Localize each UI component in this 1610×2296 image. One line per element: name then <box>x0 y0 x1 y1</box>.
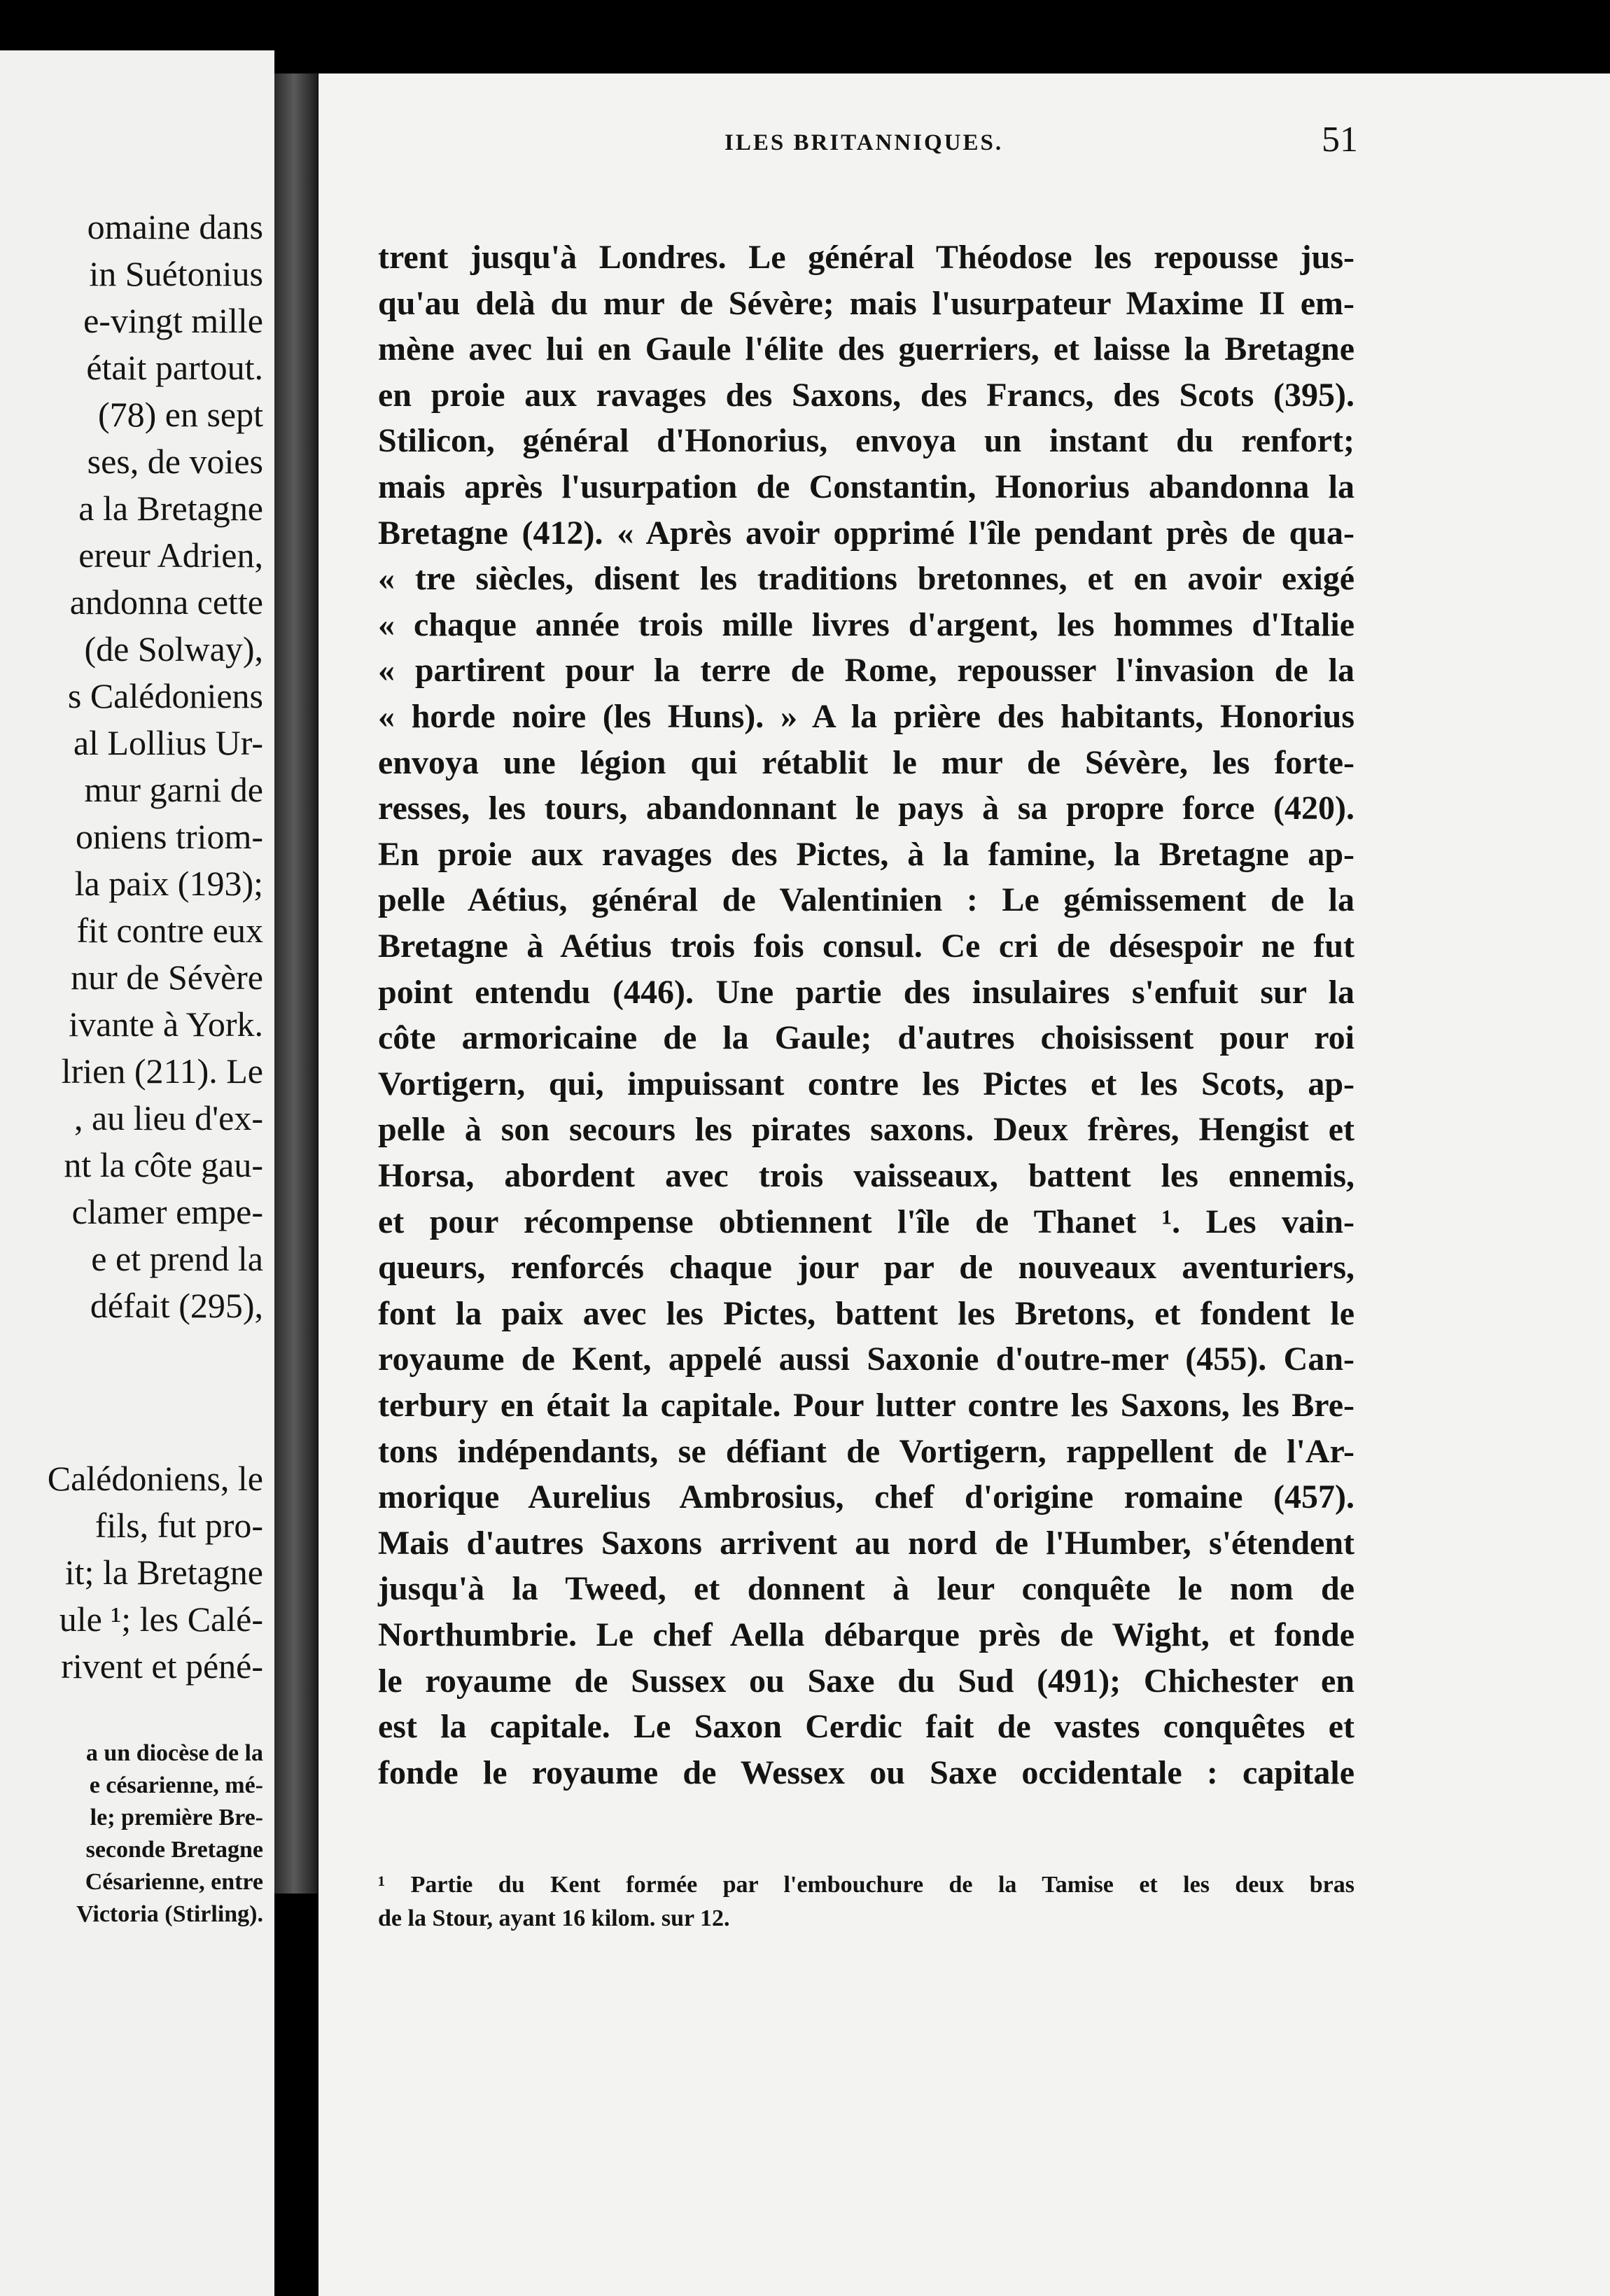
body-text-line: Stilicon, général d'Honorius, envoya un instant du renfort; <box>378 422 1354 460</box>
left-page-line: a la Bretagne <box>78 489 263 528</box>
left-page-line: nur de Sévère <box>71 958 263 997</box>
body-text-line: Bretagne à Aétius trois fois consul. Ce cri de désespoir ne fut <box>378 927 1354 965</box>
left-page <box>0 50 274 2296</box>
footnote-line: de la Stour, ayant 16 kilom. sur 12. <box>378 1905 730 1931</box>
left-page-note-line: Victoria (Stirling). <box>76 1901 263 1927</box>
left-page-line: la paix (193); <box>74 864 263 903</box>
left-page-line: e et prend la <box>91 1239 263 1278</box>
left-page-note-line: e césarienne, mé- <box>89 1772 263 1798</box>
left-page-line: e-vingt mille <box>83 301 263 340</box>
left-page-note-line: a un diocèse de la <box>85 1740 263 1766</box>
left-page-line: nt la côte gau- <box>64 1145 263 1184</box>
body-text-line: « horde noire (les Huns). » A la prière des habitants, Honorius <box>378 698 1354 735</box>
body-text-line: pelle à son secours les pirates saxons. Deux frères, Hengist et <box>378 1111 1354 1149</box>
body-text-line: point entendu (446). Une partie des insulaires s'enfuit sur la <box>378 973 1354 1011</box>
body-text-line: Vortigern, qui, impuissant contre les Pictes et les Scots, ap- <box>378 1065 1354 1102</box>
left-page-line: ule ¹; les Calé- <box>59 1600 263 1639</box>
left-page-line: défait (295), <box>90 1286 263 1325</box>
body-text-line: « chaque année trois mille livres d'argent, les hommes d'Italie <box>378 606 1354 643</box>
body-text-line: envoya une légion qui rétablit le mur de Sévère, les forte- <box>378 743 1354 781</box>
body-text-line: terbury en était la capitale. Pour lutter contre les Saxons, les Bre- <box>378 1387 1354 1424</box>
body-text-line: jusqu'à la Tweed, et donnent à leur conquête le nom de <box>378 1570 1354 1608</box>
left-page-line: oniens triom- <box>75 817 263 856</box>
left-page-line: , au lieu d'ex- <box>74 1098 263 1138</box>
left-page-note-line: seconde Bretagne <box>85 1837 263 1863</box>
left-page-line: lrien (211). Le <box>61 1051 263 1091</box>
running-head: ILES BRITANNIQUES. <box>724 130 1004 155</box>
book-gutter <box>274 74 318 1893</box>
left-page-line: Calédoniens, le <box>47 1459 263 1498</box>
left-page-line: in Suétonius <box>89 254 263 293</box>
left-page-line: ivante à York. <box>69 1004 263 1044</box>
left-page-line: ereur Adrien, <box>78 536 263 575</box>
body-text-line: morique Aurelius Ambrosius, chef d'origine romaine (457). <box>378 1478 1354 1516</box>
body-text-line: font la paix avec les Pictes, battent les Bretons, et fondent le <box>378 1294 1354 1332</box>
left-page-line: ses, de voies <box>87 442 263 481</box>
left-page-line: rivent et péné- <box>61 1646 263 1686</box>
body-text-line: Horsa, abordent avec trois vaisseaux, battent les ennemis, <box>378 1157 1354 1194</box>
left-page-line: s Calédoniens <box>67 676 263 715</box>
body-text-line: resses, les tours, abandonnant le pays à sa propre force (420). <box>378 790 1354 827</box>
body-text-line: qu'au delà du mur de Sévère; mais l'usurpateur Maxime II em- <box>378 284 1354 322</box>
page-number: 51 <box>1322 120 1358 160</box>
body-text-line: et pour récompense obtiennent l'île de Thanet ¹. Les vain- <box>378 1203 1354 1240</box>
left-page-note-line: Césarienne, entre <box>85 1869 263 1895</box>
body-text-line: royaume de Kent, appelé aussi Saxonie d'outre-mer (455). Can- <box>378 1340 1354 1378</box>
left-page-line: fils, fut pro- <box>94 1506 263 1545</box>
body-text-line: est la capitale. Le Saxon Cerdic fait de vastes conquêtes et <box>378 1708 1354 1746</box>
body-text-line: le royaume de Sussex ou Saxe du Sud (491); Chichester en <box>378 1662 1354 1700</box>
body-text-line: pelle Aétius, général de Valentinien : Le gémissement de la <box>378 881 1354 919</box>
body-text-line: Mais d'autres Saxons arrivent au nord de l'Humber, s'étendent <box>378 1524 1354 1562</box>
left-page-line: omaine dans <box>87 207 263 246</box>
left-page-line: (de Solway), <box>84 629 263 668</box>
left-page-note-line: le; première Bre- <box>90 1805 263 1830</box>
body-text-line: en proie aux ravages des Saxons, des Francs, des Scots (395). <box>378 376 1354 414</box>
body-text-line: Northumbrie. Le chef Aella débarque près de Wight, et fonde <box>378 1616 1354 1653</box>
body-text-line: tons indépendants, se défiant de Vortigern, rappellent de l'Ar- <box>378 1432 1354 1470</box>
left-page-line: mur garni de <box>84 770 263 809</box>
left-page-line: clamer empe- <box>71 1192 263 1231</box>
left-page-line: fit contre eux <box>76 911 263 950</box>
left-page-line: était partout. <box>86 348 263 387</box>
left-page-line: al Lollius Ur- <box>73 723 263 762</box>
left-page-line: it; la Bretagne <box>64 1553 263 1592</box>
body-text-line: « partirent pour la terre de Rome, repousser l'invasion de la <box>378 652 1354 690</box>
body-text-line: mais après l'usurpation de Constantin, Honorius abandonna la <box>378 468 1354 505</box>
body-text-line: « tre siècles, disent les traditions bretonnes, et en avoir exigé <box>378 560 1354 598</box>
body-text-line: côte armoricaine de la Gaule; d'autres choisissent pour roi <box>378 1019 1354 1057</box>
body-text-line: Bretagne (412). « Après avoir opprimé l'île pendant près de qua- <box>378 514 1354 552</box>
body-text-line: fonde le royaume de Wessex ou Saxe occidentale : capitale <box>378 1754 1354 1791</box>
body-text-line: mène avec lui en Gaule l'élite des guerriers, et laisse la Bretagne <box>378 330 1354 368</box>
footnote-line: ¹ Partie du Kent formée par l'embouchure de la Tamise et les deux bras <box>378 1872 1354 1898</box>
body-text-line: queurs, renforcés chaque jour par de nouveaux aventuriers, <box>378 1249 1354 1287</box>
body-text-line: trent jusqu'à Londres. Le général Théodose les repousse jus- <box>378 239 1354 276</box>
body-text-line: En proie aux ravages des Pictes, à la famine, la Bretagne ap- <box>378 835 1354 873</box>
left-page-line: andonna cette <box>69 582 263 622</box>
left-page-line: (78) en sept <box>97 395 263 434</box>
